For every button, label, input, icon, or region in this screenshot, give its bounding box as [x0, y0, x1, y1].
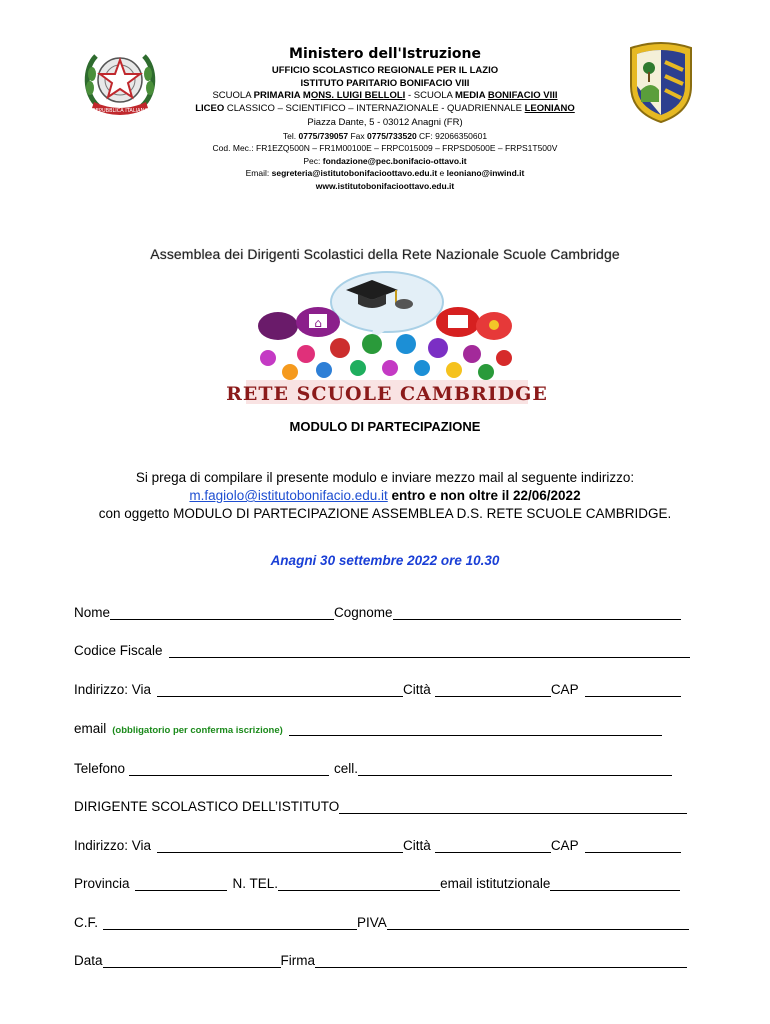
- email-istituzionale-label: email istitutzionale: [440, 876, 551, 891]
- email-required-note: (obbligatorio per conferma iscrizione): [112, 725, 283, 736]
- schools-text: MEDIA: [454, 90, 488, 101]
- codice-fiscale-field[interactable]: [169, 643, 690, 658]
- secretariat-email[interactable]: segreteria@istitutobonifacioottavo.edu.it: [271, 168, 438, 178]
- deadline-text: entro e non oltre il 22/06/2022: [387, 488, 581, 503]
- cap-field[interactable]: [585, 682, 681, 697]
- cap-label-2: CAP: [550, 838, 579, 853]
- website-link[interactable]: www.istitutobonifacioottavo.edu.it: [315, 180, 455, 191]
- n-tel-label: N. TEL.: [232, 876, 279, 891]
- data-field[interactable]: [103, 953, 281, 968]
- address-row: [74, 675, 694, 697]
- nome-field[interactable]: [110, 605, 334, 620]
- phone-row: [74, 754, 694, 776]
- letterhead: [150, 44, 620, 192]
- fax-number: 0775/733520: [367, 130, 417, 141]
- liceo-text: CLASSICO – SCIENTIFICO – INTERNAZIONALE - QUADRIENNALE: [224, 102, 525, 114]
- school-address: Piazza Dante, 5 - 03012 Anagni (FR): [307, 117, 463, 128]
- fax-label: Fax: [348, 130, 368, 141]
- firma-label: Firma: [280, 953, 316, 968]
- telefono-field[interactable]: [129, 761, 329, 776]
- emblem-ribbon-text: REPUBBLICA ITALIANA: [92, 108, 148, 114]
- phone-line: [150, 130, 620, 143]
- date-signature-row: [74, 946, 694, 968]
- name-row: [74, 598, 694, 620]
- firma-field[interactable]: [315, 953, 687, 968]
- schools-text: ONS. LUIGI BELLOLI: [310, 90, 406, 101]
- liceo-text: LICEO: [195, 102, 225, 114]
- institute-address-row: [74, 831, 694, 853]
- cap-label: CAP: [550, 682, 579, 697]
- pec-label: Pec:: [303, 155, 323, 166]
- instructions-line-2: [0, 487, 770, 505]
- svg-text:⌂: ⌂: [314, 316, 322, 330]
- ministry-title: Ministero dell'Istruzione: [289, 46, 481, 62]
- network-banner-text: RETE SCUOLE CAMBRIDGE: [226, 383, 548, 405]
- pec-address[interactable]: fondazione@pec.bonifacio-ottavo.it: [322, 155, 467, 166]
- institute-shield-logo: [625, 40, 697, 124]
- email-line: [150, 167, 620, 180]
- telefono-label: Telefono: [74, 761, 126, 776]
- data-label: Data: [74, 953, 103, 968]
- via-label: Indirizzo: Via: [74, 682, 152, 697]
- citta-field[interactable]: [435, 682, 551, 697]
- cf-field[interactable]: [103, 915, 357, 930]
- form-title: MODULO DI PARTECIPAZIONE: [289, 419, 481, 434]
- instructions: [0, 469, 770, 523]
- piva-label: PIVA: [357, 915, 387, 930]
- schools-text: BONIFACIO VIII: [487, 90, 558, 101]
- tel-number: 0775/739057: [298, 130, 349, 141]
- regional-office: UFFICIO SCOLASTICO REGIONALE PER IL LAZIO: [271, 65, 499, 76]
- dirigente-field[interactable]: [339, 799, 687, 814]
- email-label: email: [74, 721, 107, 736]
- via-label-2: Indirizzo: Via: [74, 838, 152, 853]
- instructions-line-3: con oggetto MODULO DI PARTECIPAZIONE ASSEMBLEA D.S. RETE SCUOLE CAMBRIDGE.: [98, 506, 672, 521]
- event-date: Anagni 30 settembre 2022 ore 10.30: [270, 553, 500, 568]
- email-row: [74, 714, 694, 736]
- via-field-2[interactable]: [157, 838, 403, 853]
- cell-field[interactable]: [358, 761, 672, 776]
- provincia-field[interactable]: [135, 876, 227, 891]
- cap-field-2[interactable]: [585, 838, 681, 853]
- n-tel-field[interactable]: [278, 876, 440, 891]
- email-label: Email:: [245, 168, 272, 178]
- institute-name: ISTITUTO PARITARIO BONIFACIO VIII: [300, 77, 470, 89]
- schools-text: PRIMARIA M: [253, 90, 311, 101]
- cell-label: cell.: [334, 761, 359, 776]
- dirigente-label: DIRIGENTE SCOLASTICO DELL’ISTITUTO: [74, 799, 340, 814]
- rete-scuole-cambridge-logo: [226, 270, 548, 406]
- schools-text: SCUOLA: [212, 90, 254, 101]
- cognome-field[interactable]: [393, 605, 681, 620]
- assembly-title: Assemblea dei Dirigenti Scolastici della Rete Nazionale Scuole Cambridge: [150, 246, 620, 262]
- tax-code: CF: 92066350601: [416, 130, 488, 141]
- contact-email-link[interactable]: m.fagiolo@istitutobonifacio.edu.it: [189, 488, 388, 503]
- via-field[interactable]: [157, 682, 403, 697]
- email-separator: e: [437, 168, 447, 178]
- citta-label: Città: [403, 682, 431, 697]
- piva-field[interactable]: [387, 915, 689, 930]
- cognome-label: Cognome: [334, 605, 393, 620]
- province-row: [74, 869, 694, 891]
- schools-line: [150, 90, 620, 103]
- cf-label: C.F.: [74, 915, 99, 930]
- schools-text: - SCUOLA: [405, 90, 455, 101]
- email-field[interactable]: [289, 721, 662, 736]
- cf-piva-row: [74, 908, 694, 930]
- mechanographic-codes: Cod. Mec.: FR1EZQ500N – FR1M00100E – FRPC015009 – FRPSD0500E – FRPS1T500V: [212, 143, 558, 153]
- tel-label: Tel.: [282, 130, 299, 141]
- codice-fiscale-label: Codice Fiscale: [74, 643, 163, 658]
- leoniano-email[interactable]: leoniano@inwind.it: [446, 168, 525, 178]
- pec-line: [150, 155, 620, 168]
- instructions-line-1: Si prega di compilare il presente modulo e inviare mezzo mail al seguente indirizzo:: [135, 470, 635, 485]
- nome-label: Nome: [74, 605, 111, 620]
- liceo-line: [150, 103, 620, 116]
- citta-label-2: Città: [403, 838, 431, 853]
- principal-row: [74, 792, 694, 814]
- liceo-text: LEONIANO: [524, 102, 575, 114]
- fiscal-code-row: [74, 636, 694, 658]
- email-istituzionale-field[interactable]: [550, 876, 680, 891]
- republic-emblem-logo: [80, 44, 160, 122]
- citta-field-2[interactable]: [435, 838, 551, 853]
- provincia-label: Provincia: [74, 876, 130, 891]
